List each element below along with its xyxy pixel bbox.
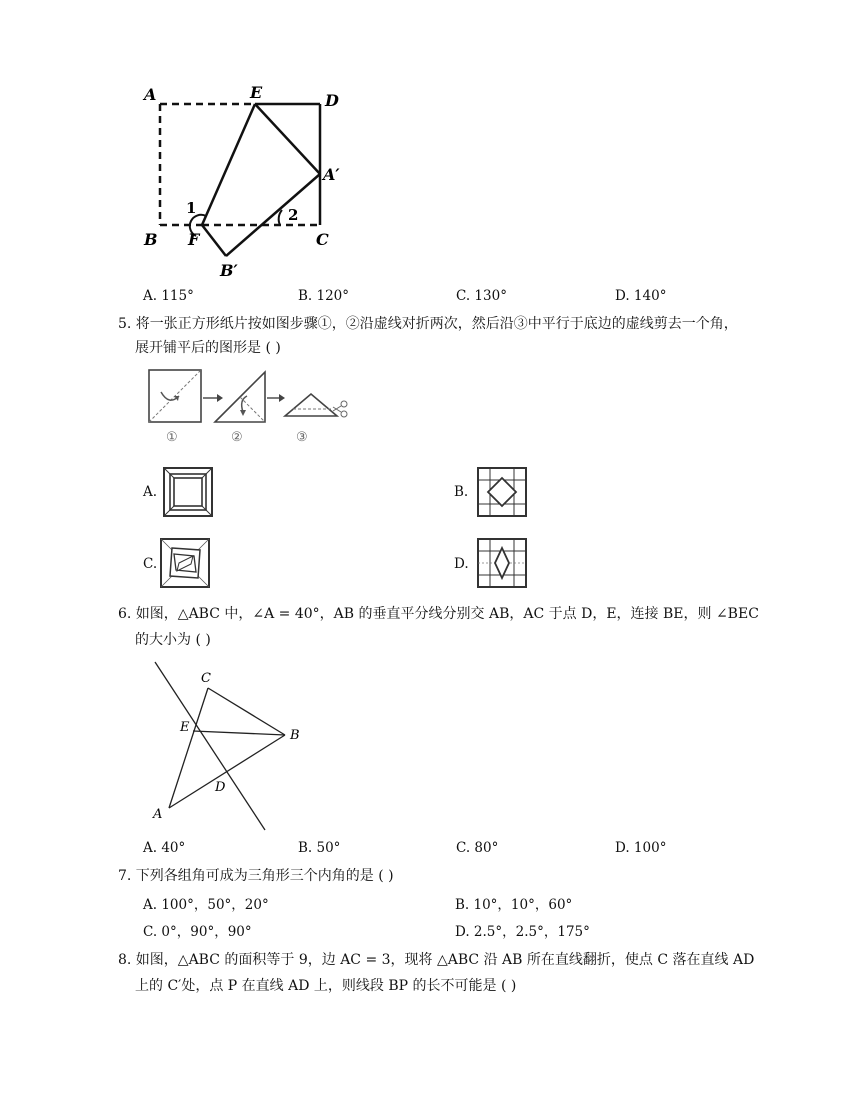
q4-option-c: C. 130° <box>456 288 507 304</box>
q6-stem-line2: 的大小为 ( ) <box>135 632 211 648</box>
q5-choice-d-label: D. <box>454 556 469 572</box>
q4-label-1: 1 <box>186 199 197 217</box>
q4-label-2: 2 <box>288 206 299 224</box>
q4-label-D: D <box>325 91 339 110</box>
q7-option-d: D. 2.5°，2.5°，175° <box>455 924 590 940</box>
q6-label-D: D <box>215 780 226 795</box>
q4-option-b: B. 120° <box>298 288 350 304</box>
q6-side-CA <box>169 688 208 808</box>
q6-option-c: C. 80° <box>456 840 499 856</box>
q7-option-a: A. 100°，50°，20° <box>143 897 269 913</box>
q4-label-A-prime: A′ <box>323 165 340 184</box>
q6-side-AB <box>169 735 285 808</box>
q6-option-d: D. 100° <box>615 840 667 856</box>
q7-stem-line1: 7. 下列各组角可成为三角形三个内角的是 ( ) <box>118 868 394 884</box>
q4-label-A: A <box>144 85 157 104</box>
q6-segment-BE <box>193 731 285 735</box>
q6-label-E: E <box>180 720 190 735</box>
q5-choice-b-label: B. <box>454 484 469 500</box>
q5-step3-triangle <box>285 394 337 416</box>
q4-label-E: E <box>250 83 263 102</box>
q5-step1-label: ① <box>166 430 178 445</box>
q4-edge-EF <box>202 104 255 225</box>
q5-choice-c-label: C. <box>143 556 158 572</box>
q4-edge-FB2 <box>202 225 226 256</box>
q6-figure <box>145 660 315 835</box>
q6-stem-line1: 6. 如图，△ABC 中，∠A = 40°，AB 的垂直平分线分别交 AB，AC 于点 D，E，连接 BE，则 ∠BEC <box>118 606 759 622</box>
q8-stem-line2: 上的 C′处，点 P 在直线 AD 上，则线段 BP 的长不可能是 ( ) <box>135 978 517 994</box>
q6-bisector-line <box>155 662 265 830</box>
q6-option-a: A. 40° <box>143 840 186 856</box>
q4-label-B: B <box>144 230 158 249</box>
q5-choice-a-figure <box>163 467 213 517</box>
q7-option-c: C. 0°，90°，90° <box>143 924 252 940</box>
q4-option-a: A. 115° <box>143 288 194 304</box>
q5-step3-label: ③ <box>296 430 308 445</box>
q4-edge-EA2 <box>255 104 320 174</box>
q4-angle-2-arc <box>279 210 282 225</box>
q6-label-A: A <box>153 807 163 822</box>
q4-figure <box>130 78 360 283</box>
q5-stem-line1: 5. 将一张正方形纸片按如图步骤①，②沿虚线对折两次，然后沿③中平行于底边的虚线剪去一个角， <box>118 316 738 332</box>
q5-choice-a-label: A. <box>143 484 158 500</box>
q6-label-B: B <box>290 728 300 743</box>
q4-label-B-prime: B′ <box>220 261 238 280</box>
q5-choice-d-figure <box>477 538 527 588</box>
q5-stem-line2: 展开铺平后的图形是 ( ) <box>135 340 281 356</box>
q5-steps-figure <box>143 366 353 446</box>
q6-side-CB <box>208 688 285 735</box>
q4-option-d: D. 140° <box>615 288 667 304</box>
q4-edge-A2B2 <box>226 174 320 256</box>
q5-choice-b-figure <box>477 467 527 517</box>
q6-option-b: B. 50° <box>298 840 341 856</box>
q7-option-b: B. 10°，10°，60° <box>455 897 573 913</box>
q5-step2-label: ② <box>231 430 243 445</box>
q6-label-C: C <box>201 671 211 686</box>
q4-label-F: F <box>188 230 200 249</box>
q8-stem-line1: 8. 如图，△ABC 的面积等于 9，边 AC = 3，现将 △ABC 沿 AB 所在直线翻折，使点 C 落在直线 AD <box>118 952 755 968</box>
q4-label-C: C <box>316 230 329 249</box>
q5-choice-c-figure <box>160 538 210 588</box>
